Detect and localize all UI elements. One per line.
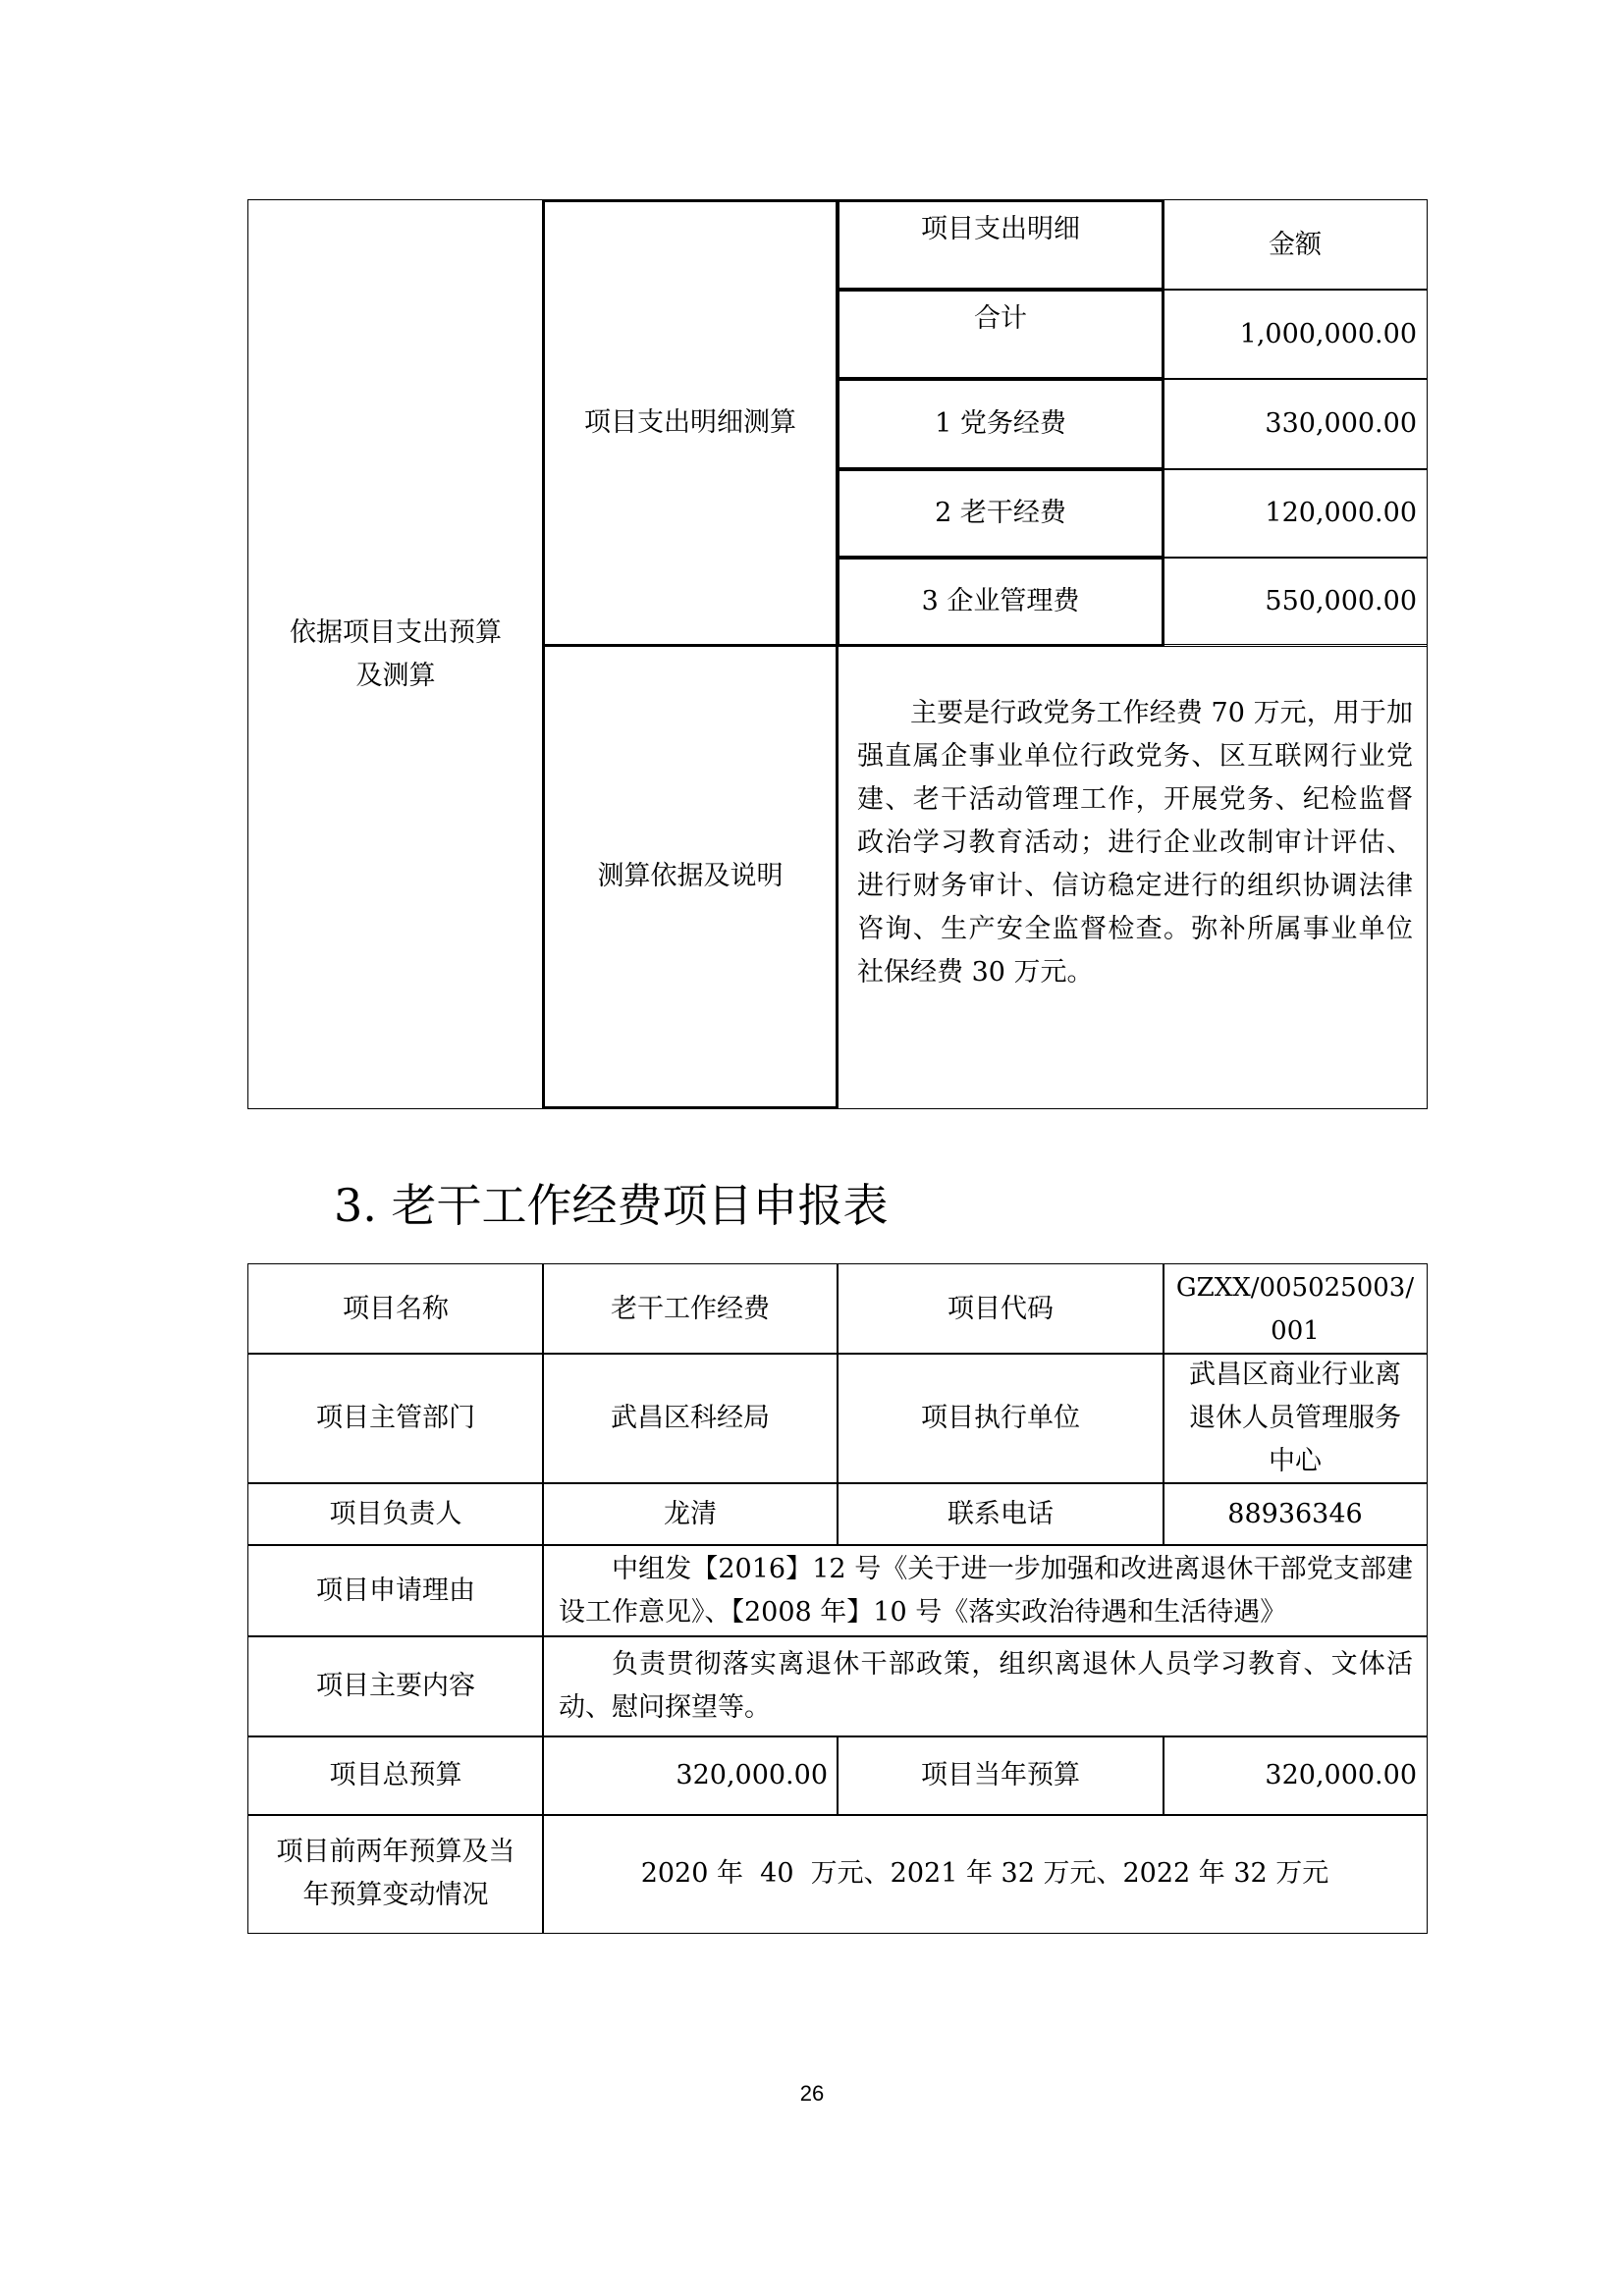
detail-row-1-item: [837, 378, 1164, 470]
basis-explain-label-text: 测算依据及说明: [597, 861, 784, 891]
year-budget-value: [1163, 1735, 1428, 1816]
leader-value: [542, 1482, 839, 1546]
detail-row-3-item: [837, 557, 1164, 647]
year-budget-text: 320,000.00: [1265, 1760, 1417, 1790]
project-name-label-text: 项目名称: [343, 1293, 449, 1324]
leader-label: [247, 1482, 544, 1546]
detail-row-1-amount: [1163, 378, 1428, 470]
page-number: 26: [799, 2081, 825, 2106]
detail-row-3-amount: [1163, 557, 1428, 647]
detail-row-1-item-text: 1 党务经费: [935, 408, 1066, 439]
detail-row-total-amount-text: 1,000,000.00: [1239, 318, 1417, 349]
detail-row-total-item-text: 合计: [974, 303, 1027, 334]
dept-text: 武昌区科经局: [611, 1403, 770, 1433]
history-text: 2020 年 40 万元、2021 年 32 万元、2022 年 32 万元: [640, 1858, 1329, 1889]
dept-value: [542, 1353, 839, 1484]
basis-section-label-text: 依据项目支出预算及测算: [290, 616, 502, 691]
detail-header-item-text: 项目支出明细: [921, 214, 1080, 244]
year-budget-label-text: 项目当年预算: [921, 1760, 1080, 1790]
detail-calc-label: [542, 199, 839, 647]
detail-row-total-amount: [1163, 289, 1428, 380]
detail-row-2-amount-text: 120,000.00: [1265, 498, 1417, 528]
content-text: 负责贯彻落实离退休干部政策，组织离退休人员学习教育、文体活动、慰问探望等。: [559, 1649, 1413, 1723]
detail-row-2-item-text: 2 老干经费: [935, 498, 1066, 528]
detail-header-amount-text: 金额: [1269, 229, 1322, 260]
dept-label-text: 项目主管部门: [316, 1403, 475, 1433]
detail-row-2-amount: [1163, 468, 1428, 559]
detail-calc-label-text: 项目支出明细测算: [584, 407, 796, 438]
basis-explain-label: [542, 644, 839, 1109]
reason-label-text: 项目申请理由: [316, 1575, 475, 1606]
history-label-text: 项目前两年预算及当年预算变动情况: [276, 1837, 515, 1910]
detail-row-2-item: [837, 468, 1164, 559]
project-name-value: [542, 1263, 839, 1355]
detail-row-3-amount-text: 550,000.00: [1265, 586, 1417, 616]
project-code-text: GZXX/005025003/001: [1175, 1272, 1415, 1346]
leader-text: 龙清: [664, 1498, 717, 1529]
phone-label-text: 联系电话: [947, 1498, 1054, 1529]
reason-label: [247, 1544, 544, 1637]
total-budget-value: [542, 1735, 839, 1816]
detail-row-1-amount-text: 330,000.00: [1265, 408, 1417, 439]
basis-explain-text-cell: [837, 644, 1428, 1109]
total-budget-label-text: 项目总预算: [329, 1760, 462, 1790]
project-code-label: [837, 1263, 1164, 1355]
detail-header-amount: [1163, 199, 1428, 291]
detail-header-item: [837, 199, 1164, 291]
history-label: [247, 1814, 544, 1934]
exec-unit-text: 武昌区商业行业离退休人员管理服务中心: [1189, 1360, 1401, 1476]
total-budget-label: [247, 1735, 544, 1816]
reason-value: [542, 1544, 1428, 1637]
exec-unit-label-text: 项目执行单位: [921, 1403, 1080, 1433]
total-budget-text: 320,000.00: [676, 1760, 828, 1790]
basis-section-label: [247, 199, 544, 1109]
exec-unit-label: [837, 1353, 1164, 1484]
phone-value: [1163, 1482, 1428, 1546]
content-label-text: 项目主要内容: [316, 1671, 475, 1701]
content-value: [542, 1635, 1428, 1737]
project-name-text: 老干工作经费: [611, 1293, 770, 1324]
leader-label-text: 项目负责人: [329, 1498, 462, 1529]
section-title: 3. 老干工作经费项目申报表: [334, 1179, 889, 1232]
dept-label: [247, 1353, 544, 1484]
reason-text: 中组发【2016】12 号《关于进一步加强和改进离退休干部党支部建设工作意见》、【2008 年】10 号《落实政治待遇和生活待遇》: [559, 1553, 1413, 1628]
content-label: [247, 1635, 544, 1737]
year-budget-label: [837, 1735, 1164, 1816]
project-code-label-text: 项目代码: [947, 1293, 1054, 1324]
exec-unit-value: [1163, 1353, 1428, 1484]
phone-text: 88936346: [1227, 1498, 1363, 1529]
project-name-label: [247, 1263, 544, 1355]
history-value: [542, 1814, 1428, 1934]
phone-label: [837, 1482, 1164, 1546]
detail-row-3-item-text: 3 企业管理费: [921, 586, 1080, 616]
project-code-value: [1163, 1263, 1428, 1355]
detail-row-total-item: [837, 289, 1164, 380]
basis-explain-text: 主要是行政党务工作经费 70 万元，用于加强直属企事业单位行政党务、区互联网行业党建、老干活动管理工作，开展党务、纪检监督政治学习教育活动；进行企业改制审计评估、进行财务审计、信访稳定进行的组织协调法律咨询、生产安全监督检查。弥补所属事业单位社保经费 30 万元。: [857, 698, 1413, 988]
